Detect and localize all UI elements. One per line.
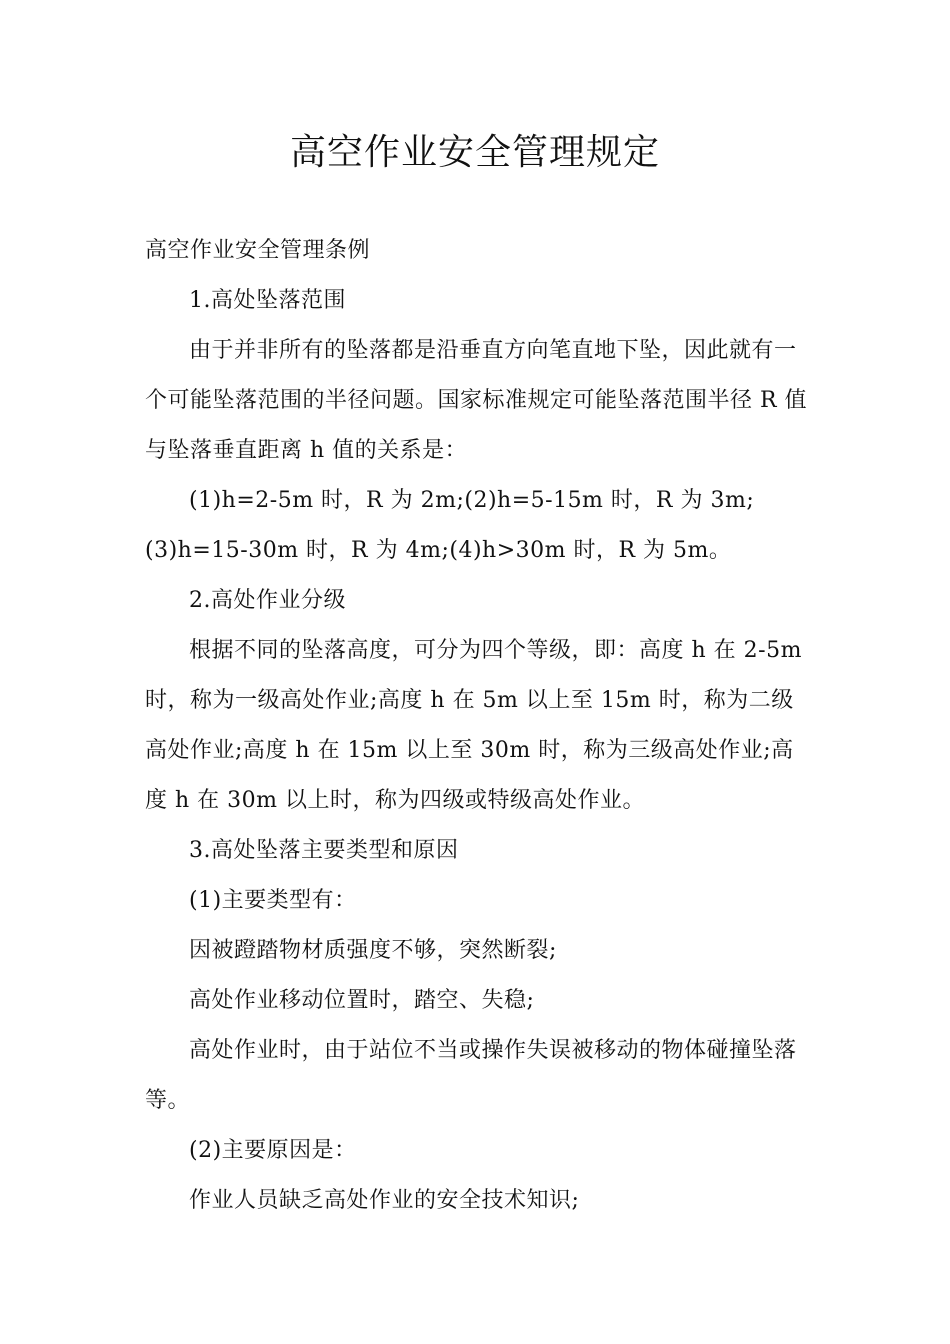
document-title: 高空作业安全管理规定	[289, 132, 660, 173]
paragraph-type-breakage: 因被蹬踏物材质强度不够，突然断裂;	[189, 938, 557, 963]
document-body	[145, 226, 810, 1226]
paragraph-main-types: (1)主要类型有：	[189, 888, 357, 913]
subtitle-paragraph: 高空作业安全管理条例	[145, 238, 371, 263]
section-heading-fall-range: 1.高处坠落范围	[189, 288, 346, 313]
section-heading-fall-types: 3.高处坠落主要类型和原因	[189, 838, 459, 863]
paragraph-type-collision: 高处作业时，由于站位不当或操作失误被移动的物体碰撞坠落等。	[145, 1038, 797, 1113]
paragraph-type-misstep: 高处作业移动位置时，踏空、失稳;	[189, 988, 535, 1013]
section-heading-work-grades: 2.高处作业分级	[189, 588, 346, 613]
paragraph-cause-knowledge: 作业人员缺乏高处作业的安全技术知识;	[189, 1188, 580, 1213]
paragraph-fall-radius: 由于并非所有的坠落都是沿垂直方向笔直地下坠，因此就有一个可能坠落范围的半径问题。国家标准规定可能坠落范围半径 R 值与坠落垂直距离 h 值的关系是：	[145, 338, 808, 463]
paragraph-main-causes: (2)主要原因是：	[189, 1138, 357, 1163]
paragraph-radius-values: (1)h=2-5m 时，R 为 2m;(2)h=5-15m 时，R 为 3m;(3)h=15-30m 时，R 为 4m;(4)h>30m 时，R 为 5m。	[145, 488, 755, 563]
paragraph-work-grades: 根据不同的坠落高度，可分为四个等级，即：高度 h 在 2-5m 时，称为一级高处作业;高度 h 在 5m 以上至 15m 时，称为二级高处作业;高度 h 在 15m 以上至 30m 时，称为三级高处作业;高度 h 在 30m 以上时，称为四级或特级高处作业。	[145, 638, 802, 813]
